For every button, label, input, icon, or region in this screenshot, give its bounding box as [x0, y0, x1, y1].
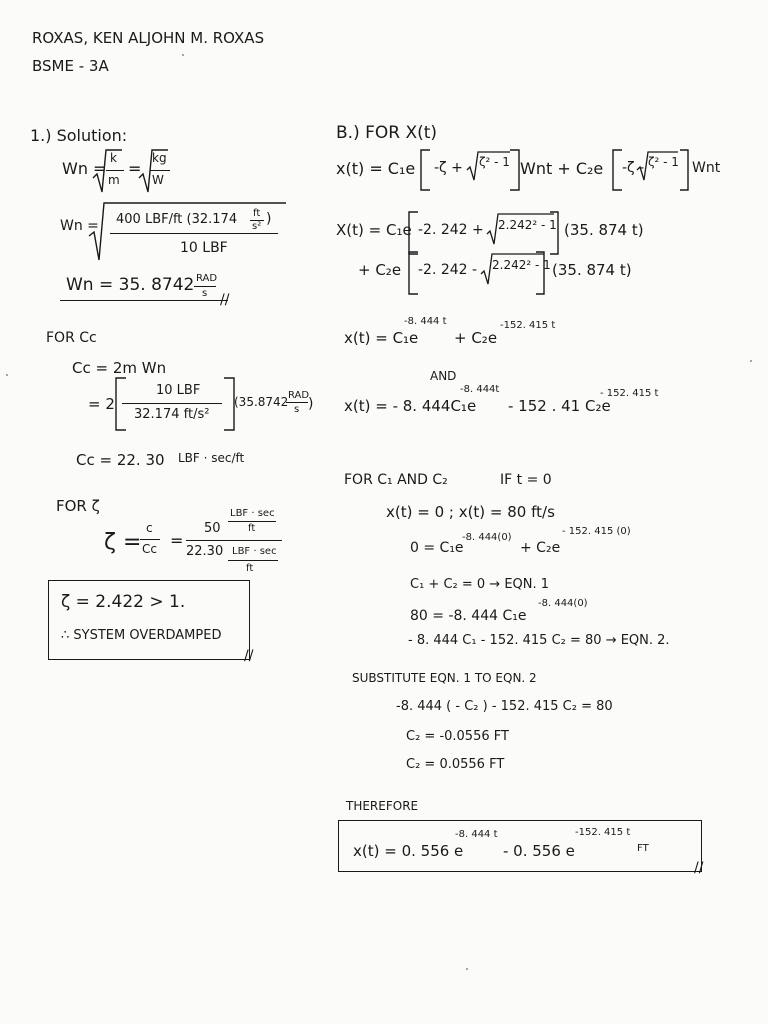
cc-units: LBF · sec/ft	[178, 451, 245, 465]
velocity-exp2: - 152. 415 t	[600, 388, 659, 399]
general-sol-b: -ζ +	[434, 160, 463, 176]
s-unit: s	[202, 288, 208, 299]
sub-sol2-c: (35. 874 t)	[552, 261, 632, 279]
zeta-denominator: 22.30	[186, 544, 224, 559]
sub-sol-rad: 2.242² - 1	[498, 218, 557, 232]
overdamped-conclusion: ∴ SYSTEM OVERDAMPED	[61, 628, 222, 643]
zeta-den-units-bot: ft	[246, 563, 254, 574]
zeta-c: c	[146, 521, 153, 535]
equals-sign: =	[128, 159, 142, 178]
result-box	[48, 580, 250, 660]
for-cc-label: FOR Cc	[46, 330, 97, 346]
c2-negative: C₂ = -0.0556 FT	[406, 729, 509, 744]
fraction-bar	[186, 540, 282, 541]
bracket-left	[112, 376, 128, 432]
wn-label: Wn =	[62, 159, 107, 178]
general-sol-rad1: ζ² - 1	[479, 155, 510, 169]
bracket-right	[678, 148, 690, 192]
sub-sol-c: (35. 874 t)	[564, 221, 644, 239]
zeta-num-units-bot: ft	[248, 523, 256, 534]
fraction-bar	[140, 539, 160, 540]
reduced-sol-a: x(t) = C₁e	[344, 329, 419, 347]
wn-result: Wn = 35. 8742	[66, 275, 195, 295]
ic-eq-exp2: - 152. 415 (0)	[562, 526, 631, 537]
substitute-label: SUBSTITUTE EQN. 1 TO EQN. 2	[352, 671, 537, 685]
cc-s-unit: s	[294, 404, 300, 415]
fraction-bar	[106, 170, 124, 171]
general-sol-c: Wnt + C₂e	[520, 159, 604, 178]
zeta-equals: =	[170, 531, 184, 550]
general-sol-d: -ζ -	[622, 160, 645, 176]
final-answer-box	[338, 820, 702, 872]
general-sol-e: Wnt	[692, 160, 721, 176]
reduced-sol-exp2: -152. 415 t	[500, 320, 556, 331]
part-b-label: B.) FOR X(t)	[336, 123, 438, 143]
sub-sol2-a: + C₂e	[358, 261, 402, 279]
ic-velocity-a: 80 = -8. 444 C₁e	[410, 608, 527, 624]
tick-mark: //	[694, 860, 704, 876]
sub-sol2-rad: 2.242² - 1	[492, 258, 551, 272]
student-section: BSME - 3A	[32, 57, 109, 75]
ic-eq-exp1: -8. 444(0)	[462, 532, 512, 543]
velocity-exp1: -8. 444t	[460, 384, 500, 395]
problem-label: 1.) Solution:	[30, 126, 128, 145]
paper-speck	[182, 54, 184, 56]
zeta-result: ζ = 2.422 > 1.	[61, 592, 186, 612]
fraction-bar	[122, 403, 222, 404]
wn2-numerator: 400 LBF/ft (32.174	[116, 212, 238, 227]
zeta-symbol: ζ =	[104, 530, 142, 555]
zeta-num-units-top: LBF · sec	[230, 508, 275, 519]
bracket-left	[418, 148, 432, 192]
fraction-bar	[228, 560, 278, 561]
c2-positive: C₂ = 0.0556 FT	[406, 757, 505, 772]
ft-unit: ft	[253, 208, 261, 219]
reduced-sol-exp1: -8. 444 t	[404, 316, 447, 327]
zeta-numerator: 50	[204, 521, 221, 536]
s2-unit: s²	[252, 221, 262, 232]
ic-eq-a: 0 = C₁e	[410, 540, 464, 556]
velocity-b: - 152 . 41 C₂e	[508, 397, 611, 415]
tick-mark: //	[220, 292, 230, 308]
final-units: FT	[637, 843, 649, 854]
equation-1: C₁ + C₂ = 0 → EQN. 1	[410, 577, 550, 592]
fraction-bar	[110, 233, 278, 234]
wn2-denominator: 10 LBF	[180, 240, 228, 256]
zeta-den-units-top: LBF · sec	[232, 546, 277, 557]
final-a: x(t) = 0. 556 e	[353, 842, 464, 860]
initial-conditions: x(t) = 0 ; x(t) = 80 ft/s	[386, 503, 555, 521]
sub-sol-b: -2. 242 +	[418, 222, 484, 238]
fraction-bar	[286, 402, 308, 403]
cc-paren-close: )	[308, 396, 314, 412]
tick-mark: //	[244, 648, 254, 664]
student-name: ROXAS, KEN ALJOHN M. ROXAS	[32, 29, 265, 47]
wn-m: m	[108, 173, 120, 187]
zeta-cc: Cc	[142, 542, 157, 556]
fraction-bar	[150, 170, 170, 171]
paper-speck	[750, 360, 752, 362]
wn2-label: Wn =	[60, 218, 99, 234]
substitution-step: -8. 444 ( - C₂ ) - 152. 415 C₂ = 80	[396, 699, 613, 714]
bracket-right	[534, 250, 546, 296]
fraction-bar	[228, 521, 276, 522]
wn-k: k	[110, 151, 117, 165]
wn-kg: kg	[152, 151, 167, 165]
general-sol-rad2: ζ² - 1	[648, 155, 679, 169]
final-exp2: -152. 415 t	[575, 827, 631, 838]
for-c1c2-label: FOR C₁ AND C₂	[344, 472, 448, 488]
wn-w: W	[152, 173, 164, 187]
cc-equation: Cc = 2m Wn	[72, 359, 167, 377]
for-zeta-label: FOR ζ	[56, 497, 100, 515]
cc-tail: (35.8742	[234, 395, 289, 409]
cc-denominator: 32.174 ft/s²	[134, 407, 210, 422]
cc-numerator: 10 LBF	[156, 383, 201, 398]
sub-sol2-b: -2. 242 -	[418, 262, 478, 278]
sub-sol-a: X(t) = C₁e	[336, 221, 412, 239]
paper-speck	[6, 374, 8, 376]
final-b: - 0. 556 e	[503, 842, 575, 860]
paper-speck	[466, 968, 468, 970]
velocity-a: x(t) = - 8. 444C₁e	[344, 397, 477, 415]
cc-two: = 2	[88, 395, 115, 413]
and-label: AND	[430, 369, 457, 383]
cc-rad-unit: RAD	[288, 390, 310, 401]
ic-eq-b: + C₂e	[520, 540, 561, 556]
underline	[60, 300, 228, 301]
equation-2: - 8. 444 C₁ - 152. 415 C₂ = 80 → EQN. 2.	[408, 633, 670, 648]
if-t-zero: IF t = 0	[500, 472, 552, 488]
bracket-right	[548, 210, 560, 256]
general-sol-a: x(t) = C₁e	[336, 159, 416, 178]
rad-unit: RAD	[196, 273, 218, 284]
fraction-bar	[194, 286, 216, 287]
final-exp1: -8. 444 t	[455, 829, 498, 840]
reduced-sol-b: + C₂e	[454, 329, 498, 347]
therefore-label: THEREFORE	[346, 799, 419, 813]
ic-velocity-exp: -8. 444(0)	[538, 598, 588, 609]
cc-result: Cc = 22. 30	[76, 451, 165, 469]
paren-close: )	[266, 211, 272, 227]
